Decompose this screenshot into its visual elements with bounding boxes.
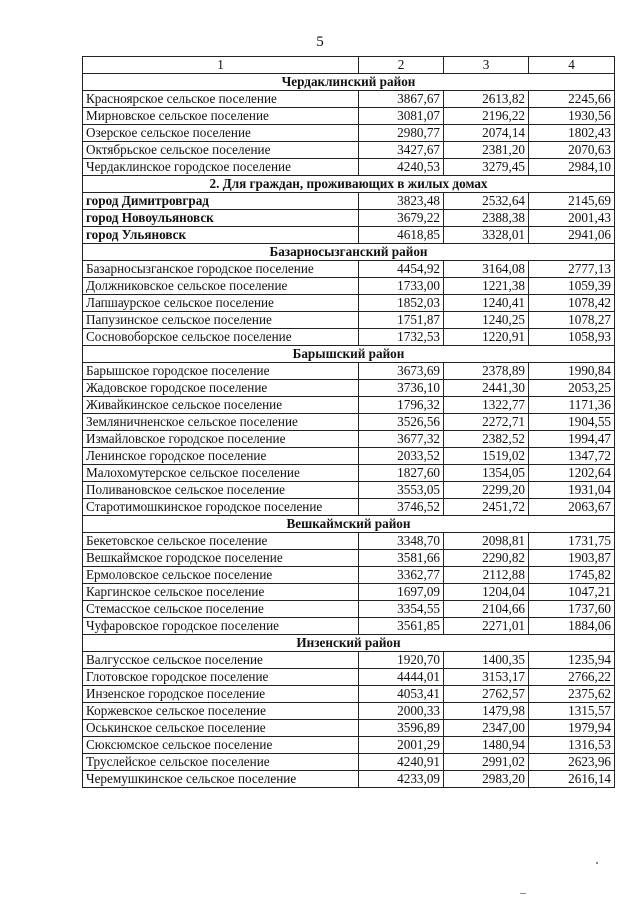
value-col-3: 1519,02 [444, 448, 529, 465]
value-col-4: 1059,39 [529, 278, 615, 295]
settlement-name: город Новоульяновск [83, 210, 359, 227]
value-col-4: 2375,62 [529, 686, 615, 703]
settlement-name: Лапшаурское сельское поселение [83, 295, 359, 312]
value-col-3: 1221,38 [444, 278, 529, 295]
value-col-4: 1078,42 [529, 295, 615, 312]
settlement-name: Барышское городское поселение [83, 363, 359, 380]
table-row [83, 312, 615, 329]
value-col-2: 3427,67 [359, 142, 444, 159]
settlement-name: Папузинское сельское поселение [83, 312, 359, 329]
table-row [83, 397, 615, 414]
value-col-2: 3581,66 [359, 550, 444, 567]
value-col-2: 2001,29 [359, 737, 444, 754]
value-col-4: 1058,93 [529, 329, 615, 346]
settlement-name: Ермоловское сельское поселение [83, 567, 359, 584]
value-col-4: 1802,43 [529, 125, 615, 142]
value-col-4: 1047,21 [529, 584, 615, 601]
value-col-3: 2104,66 [444, 601, 529, 618]
settlement-name: Глотовское городское поселение [83, 669, 359, 686]
value-col-3: 2378,89 [444, 363, 529, 380]
value-col-4: 1994,47 [529, 431, 615, 448]
settlement-name: Труслейское сельское поселение [83, 754, 359, 771]
table-row [83, 601, 615, 618]
column-header: 2 [359, 57, 444, 74]
section-header-row [83, 346, 615, 363]
table-row [83, 363, 615, 380]
value-col-2: 2000,33 [359, 703, 444, 720]
settlement-name: Ленинское городское поселение [83, 448, 359, 465]
value-col-2: 3348,70 [359, 533, 444, 550]
section-header-row [83, 244, 615, 261]
table-row [83, 295, 615, 312]
value-col-4: 1235,94 [529, 652, 615, 669]
settlement-name: Поливановское сельское поселение [83, 482, 359, 499]
value-col-3: 2991,02 [444, 754, 529, 771]
table-row [83, 448, 615, 465]
table-row [83, 380, 615, 397]
settlement-name: Каргинское сельское поселение [83, 584, 359, 601]
settlement-name: Черемушкинское сельское поселение [83, 771, 359, 788]
value-col-2: 2033,52 [359, 448, 444, 465]
table-row [83, 227, 615, 244]
value-col-4: 2941,06 [529, 227, 615, 244]
value-col-3: 3279,45 [444, 159, 529, 176]
table-row [83, 91, 615, 108]
value-col-2: 3823,48 [359, 193, 444, 210]
value-col-2: 3596,89 [359, 720, 444, 737]
table-row [83, 703, 615, 720]
value-col-3: 2441,30 [444, 380, 529, 397]
value-col-2: 3526,56 [359, 414, 444, 431]
value-col-2: 1827,60 [359, 465, 444, 482]
tariff-table [82, 56, 615, 788]
section-header-row [83, 74, 615, 91]
section-title: Базарносызганский район [83, 244, 615, 261]
table-row [83, 533, 615, 550]
settlement-name: Инзенское городское поселение [83, 686, 359, 703]
table-row [83, 720, 615, 737]
settlement-name: Чердаклинское городское поселение [83, 159, 359, 176]
settlement-name: Коржевское сельское поселение [83, 703, 359, 720]
value-col-2: 1697,09 [359, 584, 444, 601]
value-col-3: 3153,17 [444, 669, 529, 686]
value-col-4: 2145,69 [529, 193, 615, 210]
table-row [83, 618, 615, 635]
value-col-2: 1733,00 [359, 278, 444, 295]
table-row [83, 329, 615, 346]
section-title: Вешкаймский район [83, 516, 615, 533]
value-col-4: 1731,75 [529, 533, 615, 550]
value-col-3: 1322,77 [444, 397, 529, 414]
table-row [83, 584, 615, 601]
table-row [83, 108, 615, 125]
value-col-3: 2272,71 [444, 414, 529, 431]
settlement-name: Сюксюмское сельское поселение [83, 737, 359, 754]
settlement-name: Стемасское сельское поселение [83, 601, 359, 618]
table-row [83, 567, 615, 584]
value-col-4: 2001,43 [529, 210, 615, 227]
value-col-4: 1315,57 [529, 703, 615, 720]
value-col-2: 3736,10 [359, 380, 444, 397]
value-col-3: 2098,81 [444, 533, 529, 550]
value-col-2: 2980,77 [359, 125, 444, 142]
value-col-4: 1202,64 [529, 465, 615, 482]
table-row [83, 142, 615, 159]
value-col-3: 2388,38 [444, 210, 529, 227]
settlement-name: город Ульяновск [83, 227, 359, 244]
value-col-4: 2070,63 [529, 142, 615, 159]
table-row [83, 499, 615, 516]
value-col-4: 1979,94 [529, 720, 615, 737]
value-col-2: 4444,01 [359, 669, 444, 686]
value-col-3: 1220,91 [444, 329, 529, 346]
value-col-3: 1480,94 [444, 737, 529, 754]
value-col-4: 1171,36 [529, 397, 615, 414]
settlement-name: Жадовское городское поселение [83, 380, 359, 397]
table-row [83, 210, 615, 227]
settlement-name: Бекетовское сельское поселение [83, 533, 359, 550]
value-col-3: 2532,64 [444, 193, 529, 210]
table-row [83, 686, 615, 703]
value-col-2: 1732,53 [359, 329, 444, 346]
settlement-name: Сосновоборское сельское поселение [83, 329, 359, 346]
section-title: Инзенский район [83, 635, 615, 652]
value-col-2: 3081,07 [359, 108, 444, 125]
value-col-3: 2983,20 [444, 771, 529, 788]
table-row [83, 159, 615, 176]
table-row [83, 278, 615, 295]
scan-speck [520, 893, 526, 894]
value-col-3: 1240,25 [444, 312, 529, 329]
value-col-4: 2616,14 [529, 771, 615, 788]
table-row [83, 414, 615, 431]
column-header: 3 [444, 57, 529, 74]
value-col-2: 4240,91 [359, 754, 444, 771]
value-col-4: 2623,96 [529, 754, 615, 771]
value-col-4: 1078,27 [529, 312, 615, 329]
value-col-2: 3679,22 [359, 210, 444, 227]
settlement-name: Озерское сельское поселение [83, 125, 359, 142]
value-col-3: 2112,88 [444, 567, 529, 584]
value-col-3: 2271,01 [444, 618, 529, 635]
scan-speck [596, 862, 598, 864]
value-col-2: 4053,41 [359, 686, 444, 703]
value-col-3: 1400,35 [444, 652, 529, 669]
value-col-2: 3362,77 [359, 567, 444, 584]
settlement-name: Должниковское сельское поселение [83, 278, 359, 295]
settlement-name: Красноярское сельское поселение [83, 91, 359, 108]
value-col-4: 1316,53 [529, 737, 615, 754]
settlement-name: Мирновское сельское поселение [83, 108, 359, 125]
settlement-name: Оськинское сельское поселение [83, 720, 359, 737]
value-col-2: 4618,85 [359, 227, 444, 244]
value-col-4: 2053,25 [529, 380, 615, 397]
settlement-name: Вешкаймское городское поселение [83, 550, 359, 567]
value-col-4: 1745,82 [529, 567, 615, 584]
value-col-3: 2381,20 [444, 142, 529, 159]
section-title: Барышский район [83, 346, 615, 363]
table-row [83, 754, 615, 771]
table-header-row [83, 57, 615, 74]
table-row [83, 431, 615, 448]
value-col-4: 1903,87 [529, 550, 615, 567]
value-col-3: 3328,01 [444, 227, 529, 244]
value-col-3: 2196,22 [444, 108, 529, 125]
value-col-3: 2451,72 [444, 499, 529, 516]
section-header-row [83, 516, 615, 533]
value-col-3: 1204,04 [444, 584, 529, 601]
table-row [83, 193, 615, 210]
value-col-3: 2613,82 [444, 91, 529, 108]
value-col-3: 2347,00 [444, 720, 529, 737]
value-col-4: 1904,55 [529, 414, 615, 431]
value-col-2: 3867,67 [359, 91, 444, 108]
table-row [83, 482, 615, 499]
settlement-name: Живайкинское сельское поселение [83, 397, 359, 414]
value-col-2: 4240,53 [359, 159, 444, 176]
value-col-3: 2290,82 [444, 550, 529, 567]
table-row [83, 737, 615, 754]
value-col-2: 1852,03 [359, 295, 444, 312]
value-col-2: 1751,87 [359, 312, 444, 329]
value-col-4: 2245,66 [529, 91, 615, 108]
value-col-4: 1884,06 [529, 618, 615, 635]
table-row [83, 771, 615, 788]
value-col-2: 3354,55 [359, 601, 444, 618]
value-col-4: 1931,04 [529, 482, 615, 499]
value-col-2: 3746,52 [359, 499, 444, 516]
settlement-name: город Димитровград [83, 193, 359, 210]
value-col-2: 1796,32 [359, 397, 444, 414]
section-title: Чердаклинский район [83, 74, 615, 91]
table-row [83, 261, 615, 278]
section-title: 2. Для граждан, проживающих в жилых домах [83, 176, 615, 193]
page-number: 5 [316, 34, 324, 50]
value-col-2: 3673,69 [359, 363, 444, 380]
section-header-row [83, 176, 615, 193]
settlement-name: Чуфаровское городское поселение [83, 618, 359, 635]
table-row [83, 652, 615, 669]
value-col-3: 2299,20 [444, 482, 529, 499]
value-col-3: 1354,05 [444, 465, 529, 482]
value-col-2: 4454,92 [359, 261, 444, 278]
settlement-name: Базарносызганское городское поселение [83, 261, 359, 278]
settlement-name: Валгусское сельское поселение [83, 652, 359, 669]
settlement-name: Малохомутерское сельское поселение [83, 465, 359, 482]
settlement-name: Земляничненское сельское поселение [83, 414, 359, 431]
value-col-2: 1920,70 [359, 652, 444, 669]
value-col-3: 2382,52 [444, 431, 529, 448]
value-col-4: 2766,22 [529, 669, 615, 686]
value-col-4: 2984,10 [529, 159, 615, 176]
value-col-4: 1930,56 [529, 108, 615, 125]
value-col-4: 1347,72 [529, 448, 615, 465]
column-header: 1 [83, 57, 359, 74]
settlement-name: Старотимошкинское городское поселение [83, 499, 359, 516]
value-col-3: 1479,98 [444, 703, 529, 720]
table-row [83, 465, 615, 482]
column-header: 4 [529, 57, 615, 74]
settlement-name: Октябрьское сельское поселение [83, 142, 359, 159]
value-col-3: 2074,14 [444, 125, 529, 142]
value-col-4: 1737,60 [529, 601, 615, 618]
settlement-name: Измайловское городское поселение [83, 431, 359, 448]
value-col-4: 2777,13 [529, 261, 615, 278]
table-row [83, 125, 615, 142]
section-header-row [83, 635, 615, 652]
table-row [83, 550, 615, 567]
value-col-2: 3553,05 [359, 482, 444, 499]
value-col-4: 2063,67 [529, 499, 615, 516]
value-col-2: 3561,85 [359, 618, 444, 635]
value-col-2: 4233,09 [359, 771, 444, 788]
value-col-4: 1990,84 [529, 363, 615, 380]
value-col-3: 3164,08 [444, 261, 529, 278]
value-col-3: 1240,41 [444, 295, 529, 312]
value-col-2: 3677,32 [359, 431, 444, 448]
table-row [83, 669, 615, 686]
value-col-3: 2762,57 [444, 686, 529, 703]
